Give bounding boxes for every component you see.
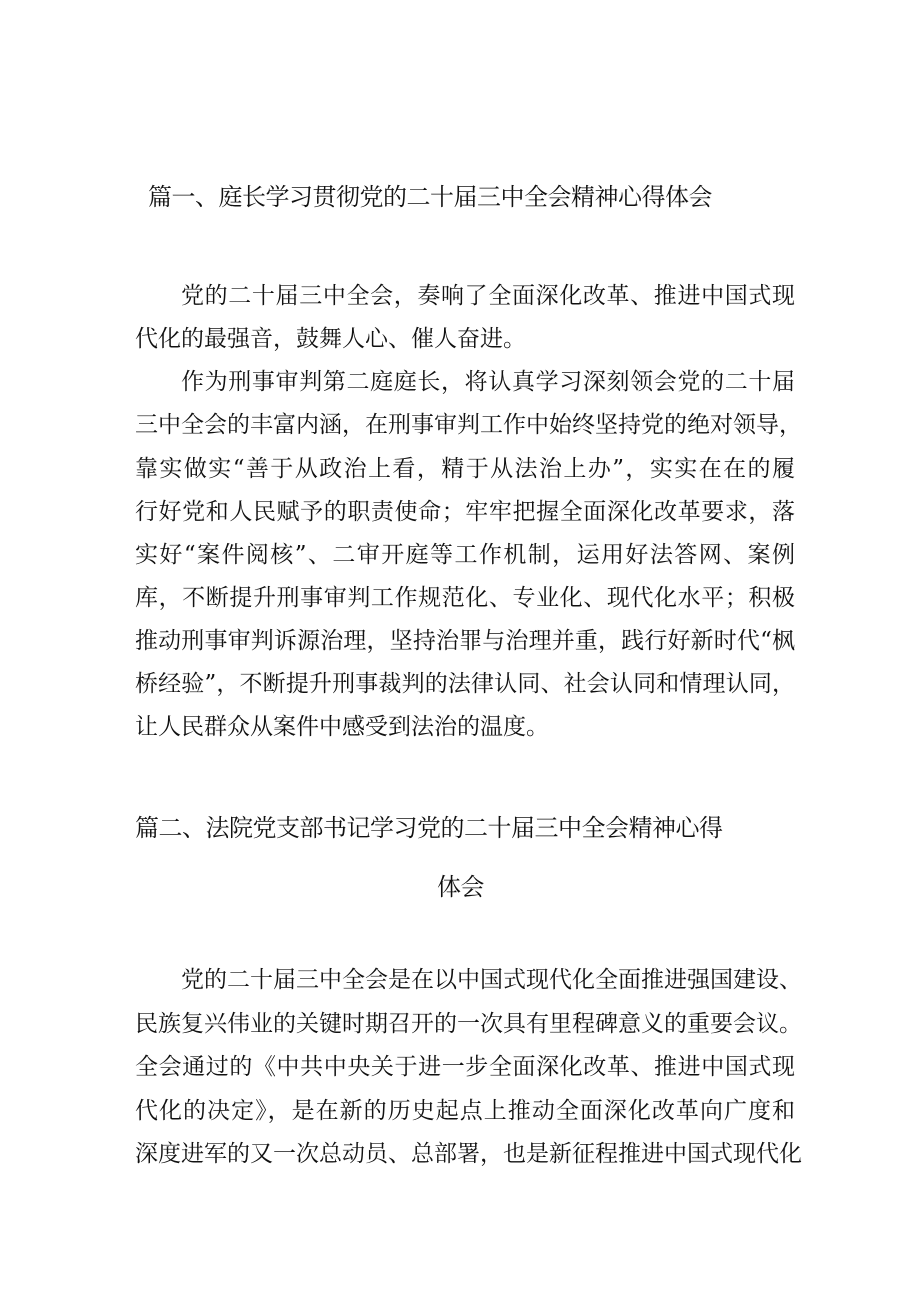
section-1-para-2-line-2: 三中全会的丰富内涵，在刑事审判工作中始终坚持党的绝对领导， [135,412,802,438]
section-1-para-1-line-1: 党的二十届三中全会，奏响了全面深化改革、推进中国式现 [181,283,795,309]
section-1-title: 篇一、庭长学习贯彻党的二十届三中全会精神心得体会 [148,183,712,211]
section-2-title: 篇二、法院党支部书记学习党的二十届三中全会精神心得 [135,814,723,842]
section-1-para-2-line-9: 让人民群众从案件中感受到法治的温度。 [135,714,549,740]
section-2-para-1-line-5: 深度进军的又一次总动员、总部署，也是新征程推进中国式现代化 [135,1141,802,1167]
section-1-para-1-line-2: 代化的最强音，鼓舞人心、催人奋进。 [135,326,526,352]
section-2-para-1-line-3: 全会通过的《中共中央关于进一步全面深化改革、推进中国式现 [135,1054,795,1080]
section-2-para-1-line-1: 党的二十届三中全会是在以中国式现代化全面推进强国建设、 [181,967,802,993]
section-1-para-2-line-8: 桥经验”，不断提升刑事裁判的法律认同、社会认同和情理认同， [135,671,795,697]
section-2-title-continued: 体会 [437,873,484,901]
section-1-para-2-line-6: 库，不断提升刑事审判工作规范化、专业化、现代化水平；积极 [135,585,795,611]
section-1-para-2-line-1: 作为刑事审判第二庭庭长，将认真学习深刻领会党的二十届 [181,369,795,395]
section-1-para-2-line-5: 实好“案件阅核”、二审开庭等工作机制，运用好法答网、案例 [135,542,795,568]
section-1-para-2-line-3: 靠实做实“善于从政治上看，精于从法治上办”，实实在在的履 [135,456,795,482]
section-1-para-2-line-7: 推动刑事审判诉源治理，坚持治罪与治理并重，践行好新时代“枫 [135,628,795,654]
section-1-para-2-line-4: 行好党和人民赋予的职责使命；牢牢把握全面深化改革要求，落 [135,499,795,525]
section-2-para-1-line-2: 民族复兴伟业的关键时期召开的一次具有里程碑意义的重要会议。 [135,1011,802,1037]
section-2-para-1-line-4: 代化的决定》，是在新的历史起点上推动全面深化改革向广度和 [135,1098,795,1124]
